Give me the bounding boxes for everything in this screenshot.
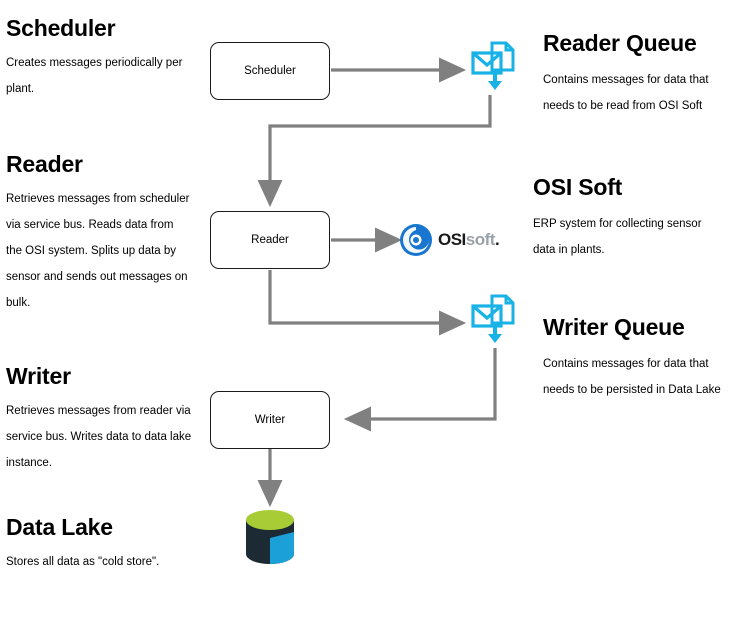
osisoft-dot: .	[494, 230, 500, 249]
section-heading-reader-queue: Reader Queue	[543, 30, 697, 56]
osisoft-secondary: soft	[465, 230, 495, 249]
osisoft-logo[interactable]	[398, 222, 499, 258]
osisoft-swirl-icon	[398, 222, 434, 258]
section-body-osi-soft: ERP system for collecting sensor data in plants.	[533, 218, 702, 257]
section-heading-writer: Writer	[6, 363, 71, 389]
section-heading-scheduler: Scheduler	[6, 15, 116, 41]
data-lake-icon[interactable]	[244, 508, 296, 566]
section-heading-reader: Reader	[6, 151, 83, 177]
section-body-scheduler: Creates messages periodically per plant.	[6, 57, 183, 96]
section-reader-queue	[543, 31, 729, 120]
reader-queue-icon[interactable]	[466, 40, 522, 96]
section-data-lake	[6, 515, 192, 576]
section-body-reader-queue: Contains messages for data that needs to be read from OSI Soft	[543, 74, 709, 113]
section-body-writer-queue: Contains messages for data that needs to be persisted in Data Lake	[543, 358, 721, 397]
node-label-scheduler: Scheduler	[244, 65, 296, 77]
node-reader[interactable]	[210, 211, 330, 269]
section-heading-osi-soft: OSI Soft	[533, 174, 623, 200]
section-scheduler	[6, 16, 192, 103]
section-heading-data-lake: Data Lake	[6, 514, 113, 540]
section-reader	[6, 152, 192, 317]
section-body-data-lake: Stores all data as "cold store".	[6, 556, 160, 569]
osisoft-primary: OSI	[438, 230, 466, 249]
writer-queue-icon[interactable]	[466, 293, 522, 349]
section-writer-queue	[543, 315, 729, 404]
node-writer[interactable]	[210, 391, 330, 449]
section-heading-writer-queue: Writer Queue	[543, 314, 685, 340]
section-body-reader: Retrieves messages from scheduler via service bus. Reads data from the OSI system. Splits up data by sensor and sends out messages on bulk.	[6, 193, 190, 309]
queue-envelope-icon	[466, 293, 522, 349]
section-body-writer: Retrieves messages from reader via service bus. Writes data to data lake instance.	[6, 405, 192, 470]
node-scheduler[interactable]	[210, 42, 330, 100]
node-label-writer: Writer	[254, 414, 286, 426]
queue-envelope-icon	[466, 40, 522, 96]
database-cylinder-icon	[244, 508, 296, 566]
node-label-reader: Reader	[251, 234, 289, 246]
section-osi-soft	[533, 175, 719, 264]
section-writer	[6, 364, 192, 477]
osisoft-wordmark	[438, 230, 499, 250]
